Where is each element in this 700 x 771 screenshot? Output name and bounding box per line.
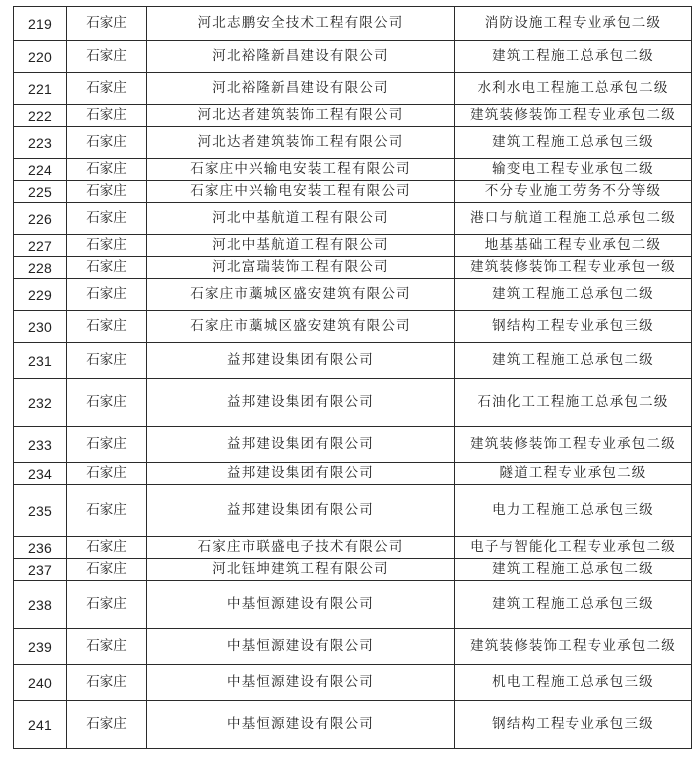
company-name-cell: 河北志鹏安全技术工程有限公司 (147, 7, 455, 41)
row-number-cell: 237 (14, 559, 67, 581)
company-name-cell: 益邦建设集团有限公司 (147, 427, 455, 463)
city-cell: 石家庄 (67, 159, 147, 181)
qualification-cell: 建筑装修装饰工程专业承包二级 (455, 427, 692, 463)
city-cell: 石家庄 (67, 665, 147, 701)
row-number-cell: 227 (14, 235, 67, 257)
company-qualification-table (13, 6, 692, 749)
table-row (14, 379, 692, 427)
city-cell: 石家庄 (67, 105, 147, 127)
city-cell: 石家庄 (67, 427, 147, 463)
company-name-cell: 河北中基航道工程有限公司 (147, 203, 455, 235)
table-row (14, 701, 692, 749)
city-cell: 石家庄 (67, 41, 147, 73)
table-row (14, 581, 692, 629)
city-cell: 石家庄 (67, 701, 147, 749)
table-row (14, 257, 692, 279)
city-cell: 石家庄 (67, 127, 147, 159)
table-row (14, 41, 692, 73)
company-name-cell: 石家庄中兴输电安装工程有限公司 (147, 181, 455, 203)
row-number-cell: 233 (14, 427, 67, 463)
row-number-cell: 223 (14, 127, 67, 159)
city-cell: 石家庄 (67, 379, 147, 427)
company-name-cell: 河北达者建筑装饰工程有限公司 (147, 105, 455, 127)
city-cell: 石家庄 (67, 279, 147, 311)
qualification-cell: 建筑工程施工总承包二级 (455, 559, 692, 581)
qualification-cell: 水利水电工程施工总承包二级 (455, 73, 692, 105)
table-row (14, 181, 692, 203)
company-name-cell: 益邦建设集团有限公司 (147, 463, 455, 485)
row-number-cell: 240 (14, 665, 67, 701)
row-number-cell: 234 (14, 463, 67, 485)
row-number-cell: 229 (14, 279, 67, 311)
city-cell: 石家庄 (67, 629, 147, 665)
table-row (14, 665, 692, 701)
company-name-cell: 石家庄市藁城区盛安建筑有限公司 (147, 279, 455, 311)
qualification-list-sheet (13, 6, 691, 749)
qualification-cell: 建筑工程施工总承包三级 (455, 127, 692, 159)
row-number-cell: 231 (14, 343, 67, 379)
row-number-cell: 232 (14, 379, 67, 427)
table-row (14, 629, 692, 665)
city-cell: 石家庄 (67, 463, 147, 485)
row-number-cell: 224 (14, 159, 67, 181)
company-name-cell: 中基恒源建设有限公司 (147, 701, 455, 749)
table-row (14, 7, 692, 41)
table-row (14, 105, 692, 127)
company-name-cell: 中基恒源建设有限公司 (147, 581, 455, 629)
city-cell: 石家庄 (67, 485, 147, 537)
row-number-cell: 230 (14, 311, 67, 343)
company-name-cell: 中基恒源建设有限公司 (147, 665, 455, 701)
table-row (14, 463, 692, 485)
table-row (14, 127, 692, 159)
qualification-cell: 地基基础工程专业承包二级 (455, 235, 692, 257)
table-row (14, 159, 692, 181)
row-number-cell: 219 (14, 7, 67, 41)
table-row (14, 279, 692, 311)
qualification-cell: 建筑装修装饰工程专业承包二级 (455, 629, 692, 665)
qualification-cell: 不分专业施工劳务不分等级 (455, 181, 692, 203)
table-row (14, 235, 692, 257)
company-name-cell: 石家庄市藁城区盛安建筑有限公司 (147, 311, 455, 343)
table-row (14, 343, 692, 379)
row-number-cell: 239 (14, 629, 67, 665)
table-row (14, 203, 692, 235)
table-body (14, 7, 692, 749)
company-name-cell: 河北富瑞装饰工程有限公司 (147, 257, 455, 279)
qualification-cell: 钢结构工程专业承包三级 (455, 701, 692, 749)
table-row (14, 537, 692, 559)
city-cell: 石家庄 (67, 7, 147, 41)
qualification-cell: 建筑工程施工总承包二级 (455, 279, 692, 311)
company-name-cell: 益邦建设集团有限公司 (147, 379, 455, 427)
row-number-cell: 220 (14, 41, 67, 73)
row-number-cell: 228 (14, 257, 67, 279)
table-row (14, 73, 692, 105)
city-cell: 石家庄 (67, 235, 147, 257)
company-name-cell: 石家庄市联盛电子技术有限公司 (147, 537, 455, 559)
company-name-cell: 河北裕隆新昌建设有限公司 (147, 73, 455, 105)
qualification-cell: 建筑工程施工总承包三级 (455, 581, 692, 629)
city-cell: 石家庄 (67, 181, 147, 203)
company-name-cell: 河北达者建筑装饰工程有限公司 (147, 127, 455, 159)
row-number-cell: 241 (14, 701, 67, 749)
company-name-cell: 益邦建设集团有限公司 (147, 343, 455, 379)
row-number-cell: 238 (14, 581, 67, 629)
qualification-cell: 建筑装修装饰工程专业承包一级 (455, 257, 692, 279)
company-name-cell: 石家庄中兴输电安装工程有限公司 (147, 159, 455, 181)
qualification-cell: 消防设施工程专业承包二级 (455, 7, 692, 41)
city-cell: 石家庄 (67, 311, 147, 343)
qualification-cell: 机电工程施工总承包三级 (455, 665, 692, 701)
company-name-cell: 中基恒源建设有限公司 (147, 629, 455, 665)
qualification-cell: 电力工程施工总承包三级 (455, 485, 692, 537)
table-row (14, 311, 692, 343)
city-cell: 石家庄 (67, 343, 147, 379)
table-row (14, 485, 692, 537)
row-number-cell: 226 (14, 203, 67, 235)
row-number-cell: 235 (14, 485, 67, 537)
table-row (14, 559, 692, 581)
qualification-cell: 石油化工工程施工总承包二级 (455, 379, 692, 427)
qualification-cell: 钢结构工程专业承包三级 (455, 311, 692, 343)
company-name-cell: 河北裕隆新昌建设有限公司 (147, 41, 455, 73)
qualification-cell: 港口与航道工程施工总承包二级 (455, 203, 692, 235)
qualification-cell: 输变电工程专业承包二级 (455, 159, 692, 181)
qualification-cell: 建筑工程施工总承包二级 (455, 343, 692, 379)
city-cell: 石家庄 (67, 537, 147, 559)
qualification-cell: 电子与智能化工程专业承包二级 (455, 537, 692, 559)
company-name-cell: 益邦建设集团有限公司 (147, 485, 455, 537)
row-number-cell: 222 (14, 105, 67, 127)
city-cell: 石家庄 (67, 73, 147, 105)
company-name-cell: 河北中基航道工程有限公司 (147, 235, 455, 257)
qualification-cell: 隧道工程专业承包二级 (455, 463, 692, 485)
city-cell: 石家庄 (67, 203, 147, 235)
row-number-cell: 225 (14, 181, 67, 203)
table-row (14, 427, 692, 463)
qualification-cell: 建筑工程施工总承包二级 (455, 41, 692, 73)
company-name-cell: 河北钰坤建筑工程有限公司 (147, 559, 455, 581)
city-cell: 石家庄 (67, 559, 147, 581)
city-cell: 石家庄 (67, 581, 147, 629)
row-number-cell: 221 (14, 73, 67, 105)
row-number-cell: 236 (14, 537, 67, 559)
city-cell: 石家庄 (67, 257, 147, 279)
qualification-cell: 建筑装修装饰工程专业承包二级 (455, 105, 692, 127)
